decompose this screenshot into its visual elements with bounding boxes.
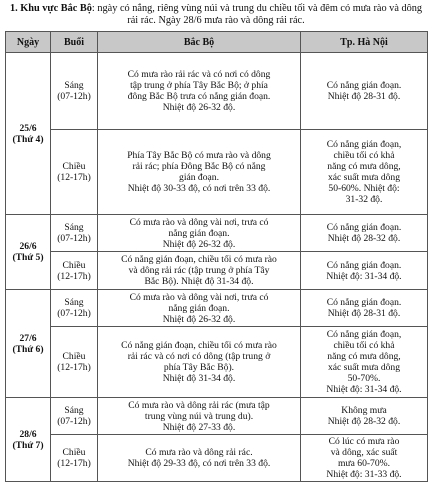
forecast-table [5, 31, 428, 482]
header-hanoi: Tp. Hà Nội [301, 32, 428, 53]
forecast-line: Có lúc có mưa rào [328, 436, 400, 447]
session-name: Sáng [64, 80, 84, 91]
forecast-line: xác suất mưa dông [327, 362, 401, 373]
day-weekday: (Thứ 5) [12, 252, 44, 263]
day-weekday: (Thứ 6) [12, 343, 44, 355]
forecast-line: Nhiệt độ: 31-34 độ. [326, 384, 402, 395]
forecast-line: gián đoạn. [179, 172, 219, 183]
header-bacbo: Bắc Bộ [98, 32, 301, 53]
forecast-line: Nhiệt độ: 31-33 độ. [326, 469, 402, 480]
forecast-line: Có nắng gián đoạn. [326, 297, 402, 308]
day-cell [6, 398, 51, 482]
forecast-line: Nhiệt độ 26-32 độ. [162, 102, 236, 113]
day-date: 27/6 [19, 332, 37, 344]
session-time: (12-17h) [57, 172, 91, 183]
session-name: Chiều [62, 259, 86, 271]
intro-text: : ngày có nắng, riêng vùng núi và trung du chiều tối và đêm có mưa rào và dông rải rác. Ngày 28/6 mưa rào và dông rải rác. [91, 3, 423, 26]
forecast-line: Nhiệt độ 27-33 độ. [162, 421, 236, 433]
session-time: (07-12h) [57, 308, 91, 319]
day-date: 28/6 [19, 428, 37, 440]
session-cell [51, 252, 98, 290]
forecast-line: Có nắng gián đoạn, chiều tối có mưa rào [121, 340, 277, 351]
forecast-line: 31-32 độ. [345, 194, 383, 205]
table-row [6, 398, 428, 435]
bacbo-forecast-cell [98, 435, 301, 482]
header-row [6, 32, 428, 53]
session-time: (12-17h) [57, 362, 91, 373]
session-name: Sáng [64, 405, 84, 416]
session-cell [51, 215, 98, 252]
session-name: Sáng [64, 297, 84, 308]
forecast-line: rải rác và có nơi có dông (tập trung ở [127, 351, 271, 362]
forecast-line: Nhiệt độ 31-34 độ. [162, 373, 236, 384]
bacbo-forecast-cell [98, 327, 301, 398]
forecast-line: tập trung ở phía Tây Bắc Bộ; ở phía [130, 80, 268, 91]
day-cell [6, 215, 51, 290]
hanoi-forecast-cell [301, 435, 428, 482]
session-cell [51, 398, 98, 435]
session-time: (07-12h) [57, 91, 91, 102]
day-cell [6, 290, 51, 398]
forecast-line: 50-70%. [347, 373, 381, 384]
forecast-line: Nhiệt độ 26-32 độ. [162, 238, 236, 250]
forecast-line: chiều tối có khả [333, 150, 395, 161]
forecast-line: nắng gián đoạn. [168, 227, 230, 239]
table-row [6, 53, 428, 130]
forecast-line: và dông rải rác (tập trung ở phía Tây [128, 265, 270, 276]
forecast-line: Nhiệt độ: 31-34 độ. [326, 270, 402, 282]
bacbo-forecast-cell [98, 130, 301, 215]
day-cell [6, 53, 51, 215]
forecast-line: Có mưa rào và dông vài nơi, trưa có [129, 216, 269, 228]
hanoi-forecast-cell [301, 290, 428, 327]
forecast-line: Nhiệt độ 30-33 độ, có nơi trên 33 độ. [127, 183, 271, 194]
session-name: Chiều [62, 351, 86, 362]
session-name: Chiều [62, 161, 86, 172]
forecast-line: Không mưa [341, 405, 387, 416]
bacbo-forecast-cell [98, 290, 301, 327]
forecast-line: chiều tối có khả [333, 340, 395, 351]
forecast-line: Phía Tây Bắc Bộ có mưa rào và dông [127, 150, 271, 161]
table-body [6, 53, 428, 482]
bacbo-forecast-cell [98, 252, 301, 290]
hanoi-forecast-cell [301, 215, 428, 252]
forecast-line: 50-60%. Nhiệt độ: [328, 183, 400, 194]
day-date: 25/6 [19, 122, 37, 134]
hanoi-forecast-cell [301, 252, 428, 290]
session-cell [51, 435, 98, 482]
session-cell [51, 53, 98, 130]
day-weekday: (Thứ 4) [12, 133, 44, 145]
session-time: (07-12h) [57, 233, 91, 244]
session-cell [51, 327, 98, 398]
forecast-line: Có mưa rào rải rác và có nơi có dông [127, 69, 271, 80]
forecast-line: phía Tây Bắc Bộ). [163, 362, 235, 373]
day-weekday: (Thứ 7) [12, 439, 44, 451]
table-row [6, 130, 428, 215]
forecast-line: Có nắng gián đoạn, [326, 329, 402, 340]
session-cell [51, 130, 98, 215]
forecast-line: Nhiệt độ 28-31 độ. [327, 308, 401, 319]
session-time: (07-12h) [57, 416, 91, 427]
table-row [6, 290, 428, 327]
session-time: (12-17h) [57, 458, 91, 469]
forecast-line: mưa 60-70%. [337, 458, 391, 469]
forecast-line: Nhiệt độ 28-31 độ. [327, 91, 401, 102]
forecast-line: và dông, xác suất [330, 447, 398, 458]
forecast-line: Nhiệt độ 28-32 độ. [327, 416, 401, 427]
forecast-line: năng có mưa dông, [327, 161, 401, 172]
header-day: Ngày [6, 32, 51, 53]
forecast-line: Nhiệt độ 29-33 độ, có nơi trên 33 độ. [127, 458, 271, 469]
day-date: 26/6 [19, 241, 37, 252]
header-session: Buổi [51, 32, 98, 53]
hanoi-forecast-cell [301, 398, 428, 435]
forecast-line: đông Bắc Bộ trưa có nắng gián đoạn. [127, 91, 271, 102]
forecast-line: Có mưa rào và dông rải rác (mưa tập [128, 399, 270, 411]
forecast-line: năng có mưa dông, [327, 351, 401, 362]
hanoi-forecast-cell [301, 327, 428, 398]
session-cell [51, 290, 98, 327]
forecast-line: Nhiệt độ 28-32 độ. [327, 233, 401, 244]
table-row [6, 435, 428, 482]
forecast-line: Có mưa rào và dông rải rác. [145, 447, 253, 458]
bacbo-forecast-cell [98, 215, 301, 252]
forecast-line: nắng gián đoạn. [168, 302, 230, 314]
forecast-line: Có mưa rào và dông vài nơi, trưa có [129, 291, 269, 303]
bacbo-forecast-cell [98, 398, 301, 435]
forecast-line: Nhiệt độ 26-32 độ. [162, 313, 236, 325]
hanoi-forecast-cell [301, 130, 428, 215]
session-name: Sáng [64, 222, 84, 233]
session-time: (12-17h) [57, 270, 91, 282]
region-title: 1. Khu vực Bắc Bộ [9, 3, 92, 14]
forecast-line: xác suất mưa dông [327, 172, 401, 183]
table-row [6, 252, 428, 290]
forecast-line: Bắc Bộ). Nhiệt độ 31-34 độ. [144, 276, 254, 287]
forecast-line: trung vùng núi và trung du). [144, 410, 254, 422]
forecast-line: Có nắng gián đoạn. [326, 80, 402, 91]
session-name: Chiều [62, 447, 86, 458]
forecast-line: rải rác; phía Đông Bắc Bộ có nắng [132, 161, 266, 172]
forecast-line: Có nắng gián đoạn. [326, 259, 402, 271]
table-row [6, 215, 428, 252]
table-row [6, 327, 428, 398]
intro-paragraph [6, 3, 426, 27]
forecast-line: Có nắng gián đoạn, [326, 139, 402, 150]
bacbo-forecast-cell [98, 53, 301, 130]
hanoi-forecast-cell [301, 53, 428, 130]
forecast-line: Có nắng gián đoạn, chiều tối có mưa rào [121, 254, 277, 265]
forecast-line: Có nắng gián đoạn. [326, 222, 402, 233]
